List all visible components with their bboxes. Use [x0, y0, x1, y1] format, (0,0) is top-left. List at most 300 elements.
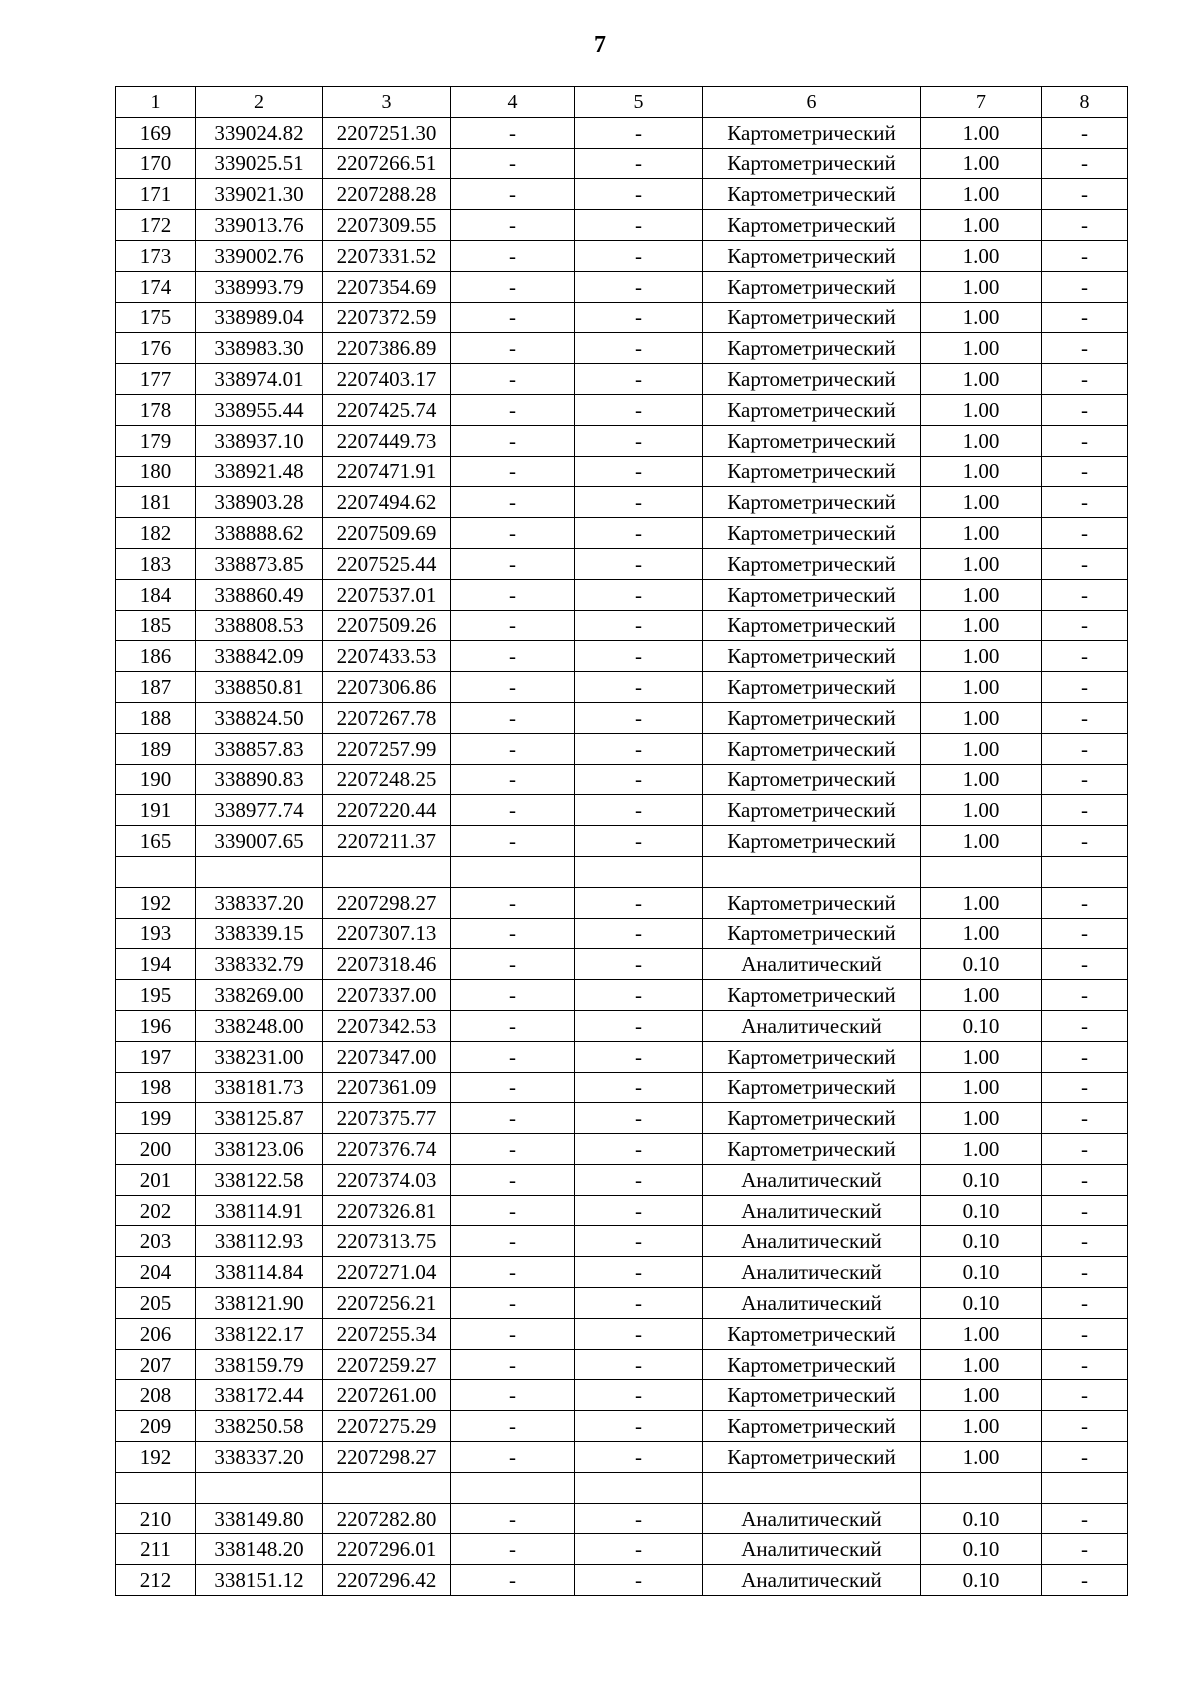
table-row: [116, 579, 1128, 610]
table-row: [116, 117, 1128, 148]
table-cell: -: [1042, 949, 1128, 980]
table-cell: -: [575, 1041, 703, 1072]
table-cell: 1.00: [921, 1103, 1042, 1134]
table-row: [116, 1472, 1128, 1503]
table-cell: 1.00: [921, 240, 1042, 271]
table-cell: Аналитический: [703, 1195, 921, 1226]
column-header: 8: [1042, 87, 1128, 118]
table-cell: Аналитический: [703, 1288, 921, 1319]
table-cell: -: [575, 518, 703, 549]
table-cell: -: [575, 918, 703, 949]
table-cell: -: [451, 1072, 575, 1103]
table-cell: -: [1042, 1380, 1128, 1411]
table-cell: 1.00: [921, 1134, 1042, 1165]
table-cell: 338857.83: [196, 733, 323, 764]
table-cell: 192: [116, 1442, 196, 1473]
table-cell: 196: [116, 1010, 196, 1041]
table-cell: [116, 856, 196, 887]
table-cell: 2207403.17: [323, 364, 451, 395]
table-cell: Картометрический: [703, 887, 921, 918]
table-cell: -: [575, 425, 703, 456]
table-cell: -: [451, 1318, 575, 1349]
table-cell: -: [1042, 1010, 1128, 1041]
table-cell: 2207354.69: [323, 271, 451, 302]
table-cell: Картометрический: [703, 487, 921, 518]
table-cell: 1.00: [921, 579, 1042, 610]
table-cell: 1.00: [921, 548, 1042, 579]
table-cell: 170: [116, 148, 196, 179]
table-row: [116, 1411, 1128, 1442]
table-cell: -: [451, 1226, 575, 1257]
table-cell: Картометрический: [703, 456, 921, 487]
table-cell: 2207433.53: [323, 641, 451, 672]
table-cell: 2207376.74: [323, 1134, 451, 1165]
table-cell: 2207386.89: [323, 333, 451, 364]
table-cell: Картометрический: [703, 1318, 921, 1349]
table-cell: -: [575, 302, 703, 333]
table-cell: -: [575, 1226, 703, 1257]
table-cell: 2207372.59: [323, 302, 451, 333]
table-cell: 2207425.74: [323, 394, 451, 425]
table-cell: 338921.48: [196, 456, 323, 487]
table-cell: -: [1042, 1442, 1128, 1473]
table-cell: -: [451, 240, 575, 271]
table-cell: -: [1042, 1565, 1128, 1596]
table-cell: 338955.44: [196, 394, 323, 425]
table-cell: 2207331.52: [323, 240, 451, 271]
coordinates-table: [115, 86, 1128, 1596]
table-row: [116, 240, 1128, 271]
table-cell: -: [575, 887, 703, 918]
table-cell: -: [451, 1349, 575, 1380]
table-cell: -: [1042, 364, 1128, 395]
table-cell: 338339.15: [196, 918, 323, 949]
column-header: 4: [451, 87, 575, 118]
table-cell: 2207266.51: [323, 148, 451, 179]
table-cell: 0.10: [921, 1565, 1042, 1596]
table-cell: Аналитический: [703, 1534, 921, 1565]
table-cell: Картометрический: [703, 240, 921, 271]
table-row: [116, 518, 1128, 549]
table-row: [116, 1565, 1128, 1596]
table-cell: 338112.93: [196, 1226, 323, 1257]
table-cell: 2207271.04: [323, 1257, 451, 1288]
table-cell: 338808.53: [196, 610, 323, 641]
table-cell: -: [1042, 518, 1128, 549]
table-cell: 178: [116, 394, 196, 425]
table-cell: 200: [116, 1134, 196, 1165]
table-row: [116, 702, 1128, 733]
table-row: [116, 1318, 1128, 1349]
table-cell: 1.00: [921, 487, 1042, 518]
table-cell: 1.00: [921, 117, 1042, 148]
table-cell: -: [1042, 826, 1128, 857]
table-cell: -: [451, 733, 575, 764]
table-cell: -: [575, 1318, 703, 1349]
table-cell: 338172.44: [196, 1380, 323, 1411]
table-row: [116, 271, 1128, 302]
table-cell: -: [575, 1288, 703, 1319]
table-cell: [1042, 856, 1128, 887]
table-cell: 181: [116, 487, 196, 518]
table-cell: 2207494.62: [323, 487, 451, 518]
table-cell: 338159.79: [196, 1349, 323, 1380]
table-cell: -: [575, 1442, 703, 1473]
table-cell: Картометрический: [703, 302, 921, 333]
table-cell: Картометрический: [703, 980, 921, 1011]
table-cell: Картометрический: [703, 579, 921, 610]
table-row: [116, 1226, 1128, 1257]
table-cell: -: [451, 333, 575, 364]
table-cell: 2207296.01: [323, 1534, 451, 1565]
table-cell: 2207375.77: [323, 1103, 451, 1134]
table-cell: 2207509.69: [323, 518, 451, 549]
table-cell: 339025.51: [196, 148, 323, 179]
table-cell: 2207309.55: [323, 210, 451, 241]
table-cell: -: [451, 548, 575, 579]
table-cell: 208: [116, 1380, 196, 1411]
table-cell: 197: [116, 1041, 196, 1072]
table-cell: -: [575, 672, 703, 703]
table-cell: -: [575, 148, 703, 179]
table-row: [116, 302, 1128, 333]
table-cell: 2207361.09: [323, 1072, 451, 1103]
table-cell: Картометрический: [703, 702, 921, 733]
table-cell: 1.00: [921, 641, 1042, 672]
table-cell: 338337.20: [196, 1442, 323, 1473]
table-cell: 338181.73: [196, 1072, 323, 1103]
table-row: [116, 394, 1128, 425]
table-cell: Картометрический: [703, 271, 921, 302]
table-cell: -: [575, 579, 703, 610]
table-cell: 176: [116, 333, 196, 364]
table-cell: -: [1042, 487, 1128, 518]
table-cell: -: [575, 1072, 703, 1103]
table-cell: 339013.76: [196, 210, 323, 241]
table-row: [116, 1534, 1128, 1565]
table-cell: [451, 856, 575, 887]
table-cell: -: [575, 949, 703, 980]
column-header: 3: [323, 87, 451, 118]
table-cell: 1.00: [921, 1349, 1042, 1380]
table-cell: 338977.74: [196, 795, 323, 826]
table-cell: 171: [116, 179, 196, 210]
table-cell: -: [451, 1565, 575, 1596]
table-row: [116, 1010, 1128, 1041]
table-cell: -: [451, 518, 575, 549]
table-cell: -: [1042, 1134, 1128, 1165]
table-row: [116, 887, 1128, 918]
table-cell: -: [451, 487, 575, 518]
table-body: [116, 117, 1128, 1595]
table-cell: 338890.83: [196, 764, 323, 795]
table-cell: 1.00: [921, 1380, 1042, 1411]
table-cell: -: [1042, 425, 1128, 456]
table-cell: 2207471.91: [323, 456, 451, 487]
table-cell: -: [1042, 1195, 1128, 1226]
table-cell: 212: [116, 1565, 196, 1596]
table-cell: 2207449.73: [323, 425, 451, 456]
table-cell: 0.10: [921, 1503, 1042, 1534]
table-cell: -: [575, 1257, 703, 1288]
table-cell: -: [1042, 179, 1128, 210]
table-cell: 338824.50: [196, 702, 323, 733]
table-cell: -: [575, 456, 703, 487]
table-cell: 338888.62: [196, 518, 323, 549]
table-cell: -: [451, 949, 575, 980]
table-row: [116, 641, 1128, 672]
table-cell: 2207282.80: [323, 1503, 451, 1534]
table-cell: -: [1042, 1041, 1128, 1072]
table-cell: 338121.90: [196, 1288, 323, 1319]
table-cell: -: [1042, 240, 1128, 271]
table-cell: 338122.58: [196, 1164, 323, 1195]
table-cell: [323, 856, 451, 887]
table-cell: -: [451, 826, 575, 857]
table-cell: Картометрический: [703, 1103, 921, 1134]
table-row: [116, 548, 1128, 579]
table-cell: 339007.65: [196, 826, 323, 857]
table-cell: 1.00: [921, 1072, 1042, 1103]
table-cell: 338250.58: [196, 1411, 323, 1442]
table-cell: 1.00: [921, 1442, 1042, 1473]
table-cell: 338114.91: [196, 1195, 323, 1226]
table-cell: -: [451, 394, 575, 425]
table-cell: 338332.79: [196, 949, 323, 980]
table-cell: -: [1042, 579, 1128, 610]
table-cell: 2207261.00: [323, 1380, 451, 1411]
table-row: [116, 148, 1128, 179]
table-cell: -: [451, 210, 575, 241]
table-cell: -: [451, 1257, 575, 1288]
table-cell: -: [575, 641, 703, 672]
table-cell: 209: [116, 1411, 196, 1442]
table-cell: 2207256.21: [323, 1288, 451, 1319]
column-header: 7: [921, 87, 1042, 118]
table-cell: Аналитический: [703, 1503, 921, 1534]
table-cell: -: [1042, 117, 1128, 148]
table-cell: 180: [116, 456, 196, 487]
table-cell: 2207347.00: [323, 1041, 451, 1072]
table-cell: -: [451, 980, 575, 1011]
table-row: [116, 1349, 1128, 1380]
table-cell: [1042, 1472, 1128, 1503]
table-cell: -: [451, 1195, 575, 1226]
table-cell: -: [575, 702, 703, 733]
table-cell: 1.00: [921, 394, 1042, 425]
table-cell: 2207248.25: [323, 764, 451, 795]
table-row: [116, 1072, 1128, 1103]
table-cell: -: [1042, 702, 1128, 733]
table-cell: 338937.10: [196, 425, 323, 456]
table-cell: 338125.87: [196, 1103, 323, 1134]
table-cell: Картометрический: [703, 641, 921, 672]
table-cell: -: [1042, 1534, 1128, 1565]
table-cell: Картометрический: [703, 1041, 921, 1072]
table-cell: [575, 1472, 703, 1503]
table-cell: -: [575, 733, 703, 764]
table-cell: 1.00: [921, 980, 1042, 1011]
table-cell: [451, 1472, 575, 1503]
table-cell: -: [451, 1010, 575, 1041]
table-cell: -: [451, 1134, 575, 1165]
table-cell: -: [451, 364, 575, 395]
table-cell: -: [575, 795, 703, 826]
table-cell: -: [451, 117, 575, 148]
table-cell: -: [451, 579, 575, 610]
table-cell: 2207259.27: [323, 1349, 451, 1380]
table-cell: 1.00: [921, 826, 1042, 857]
table-cell: -: [451, 1288, 575, 1319]
table-cell: 1.00: [921, 672, 1042, 703]
table-cell: 0.10: [921, 1164, 1042, 1195]
table-cell: 207: [116, 1349, 196, 1380]
table-row: [116, 856, 1128, 887]
table-cell: -: [575, 548, 703, 579]
table-cell: -: [575, 1164, 703, 1195]
table-cell: 338231.00: [196, 1041, 323, 1072]
table-row: [116, 1380, 1128, 1411]
table-cell: [196, 1472, 323, 1503]
table-cell: Картометрический: [703, 918, 921, 949]
table-cell: -: [1042, 1411, 1128, 1442]
table-cell: Аналитический: [703, 1010, 921, 1041]
table-cell: -: [1042, 1288, 1128, 1319]
table-cell: 2207326.81: [323, 1195, 451, 1226]
table-cell: 2207255.34: [323, 1318, 451, 1349]
table-cell: Картометрический: [703, 795, 921, 826]
table-cell: 199: [116, 1103, 196, 1134]
table-cell: 201: [116, 1164, 196, 1195]
table-row: [116, 980, 1128, 1011]
table-cell: 0.10: [921, 949, 1042, 980]
table-row: [116, 364, 1128, 395]
table-cell: 2207342.53: [323, 1010, 451, 1041]
table-cell: 1.00: [921, 333, 1042, 364]
table-cell: -: [575, 826, 703, 857]
table-cell: -: [1042, 980, 1128, 1011]
table-cell: -: [575, 1010, 703, 1041]
table-cell: 184: [116, 579, 196, 610]
table-cell: Картометрический: [703, 333, 921, 364]
table-cell: -: [575, 117, 703, 148]
table-cell: -: [575, 764, 703, 795]
table-cell: 2207298.27: [323, 1442, 451, 1473]
table-cell: [575, 856, 703, 887]
table-cell: -: [451, 610, 575, 641]
table-cell: -: [451, 1534, 575, 1565]
table-cell: -: [575, 179, 703, 210]
table-cell: -: [1042, 610, 1128, 641]
table-cell: 193: [116, 918, 196, 949]
table-cell: -: [1042, 1318, 1128, 1349]
table-cell: -: [451, 672, 575, 703]
table-row: [116, 1442, 1128, 1473]
table-cell: -: [451, 1164, 575, 1195]
table-cell: -: [1042, 210, 1128, 241]
table-cell: 0.10: [921, 1010, 1042, 1041]
table-cell: -: [451, 1503, 575, 1534]
table-cell: -: [451, 1103, 575, 1134]
table-cell: Картометрический: [703, 1411, 921, 1442]
table-cell: -: [1042, 1257, 1128, 1288]
table-cell: 179: [116, 425, 196, 456]
table-cell: Картометрический: [703, 210, 921, 241]
table-cell: -: [451, 456, 575, 487]
table-cell: 1.00: [921, 795, 1042, 826]
table-cell: -: [451, 764, 575, 795]
table-cell: Картометрический: [703, 1442, 921, 1473]
table-cell: 189: [116, 733, 196, 764]
table-cell: -: [1042, 1349, 1128, 1380]
table-cell: -: [1042, 795, 1128, 826]
table-cell: 0.10: [921, 1195, 1042, 1226]
table-cell: Картометрический: [703, 179, 921, 210]
table-cell: -: [451, 795, 575, 826]
table-cell: 203: [116, 1226, 196, 1257]
table-cell: 2207509.26: [323, 610, 451, 641]
table-cell: -: [575, 1195, 703, 1226]
table-cell: 338148.20: [196, 1534, 323, 1565]
table-cell: Аналитический: [703, 1565, 921, 1596]
table-cell: -: [575, 1349, 703, 1380]
table-cell: Картометрический: [703, 610, 921, 641]
table-cell: 1.00: [921, 610, 1042, 641]
table-row: [116, 826, 1128, 857]
table-row: [116, 210, 1128, 241]
table-row: [116, 487, 1128, 518]
table-cell: -: [451, 1041, 575, 1072]
table-cell: -: [1042, 918, 1128, 949]
table-cell: 338269.00: [196, 980, 323, 1011]
table-cell: Картометрический: [703, 1072, 921, 1103]
table-cell: 2207220.44: [323, 795, 451, 826]
table-cell: [921, 1472, 1042, 1503]
table-cell: [703, 1472, 921, 1503]
table-cell: 338873.85: [196, 548, 323, 579]
table-cell: 204: [116, 1257, 196, 1288]
table-cell: 1.00: [921, 764, 1042, 795]
table-cell: 338248.00: [196, 1010, 323, 1041]
table-cell: 2207318.46: [323, 949, 451, 980]
table-cell: 338149.80: [196, 1503, 323, 1534]
table-cell: -: [1042, 1226, 1128, 1257]
table-cell: 338974.01: [196, 364, 323, 395]
table-cell: Картометрический: [703, 733, 921, 764]
table-cell: -: [451, 702, 575, 733]
table-cell: -: [1042, 302, 1128, 333]
table-cell: 1.00: [921, 456, 1042, 487]
table-cell: -: [575, 271, 703, 302]
table-cell: 338983.30: [196, 333, 323, 364]
table-cell: [323, 1472, 451, 1503]
table-cell: 1.00: [921, 364, 1042, 395]
table-row: [116, 764, 1128, 795]
table-cell: -: [575, 1134, 703, 1165]
table-cell: 172: [116, 210, 196, 241]
table-cell: -: [451, 425, 575, 456]
table-cell: 338993.79: [196, 271, 323, 302]
table-cell: -: [1042, 764, 1128, 795]
table-cell: 175: [116, 302, 196, 333]
table-cell: -: [451, 641, 575, 672]
table-cell: 182: [116, 518, 196, 549]
table-cell: 2207267.78: [323, 702, 451, 733]
table-cell: Картометрический: [703, 148, 921, 179]
table-cell: Аналитический: [703, 1257, 921, 1288]
table-cell: 1.00: [921, 1318, 1042, 1349]
table-row: [116, 1195, 1128, 1226]
